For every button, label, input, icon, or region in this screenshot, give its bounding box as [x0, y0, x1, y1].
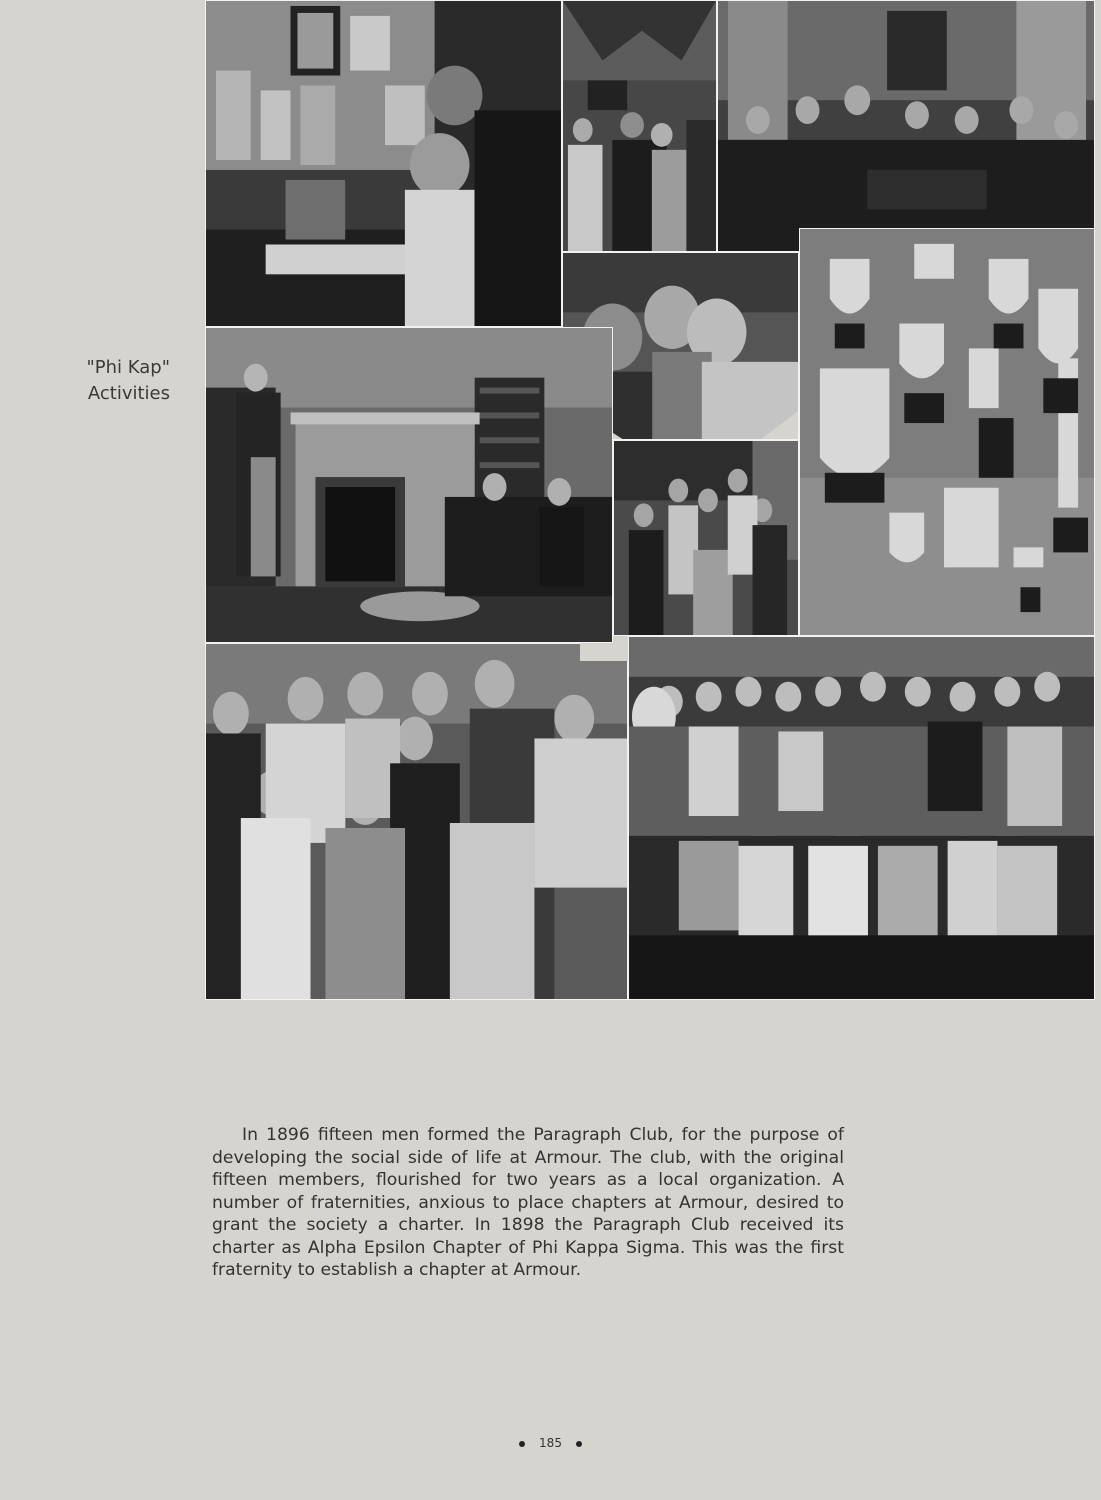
photo-meeting: [717, 0, 1095, 252]
photo-costume-party: [628, 636, 1095, 1000]
photo-group-outdoors: [613, 440, 799, 636]
collage-notch: [580, 643, 628, 661]
photo-study: [205, 0, 562, 327]
body-paragraph: In 1896 fifteen men formed the Paragraph Club, for the purpose of developing the social side of life at Armour. The club, with the original fifteen members, flourished for two years as a local organization. A number of fraternities, anxious to place chapters at Armour, desired to grant the society a charter. In 1898 the Paragraph Club received its charter as Alpha Epsilon Chapter of Phi Kappa Sigma. This was the first fraternity to establish a chapter at Armour.: [212, 1125, 844, 1280]
photo-collage: [205, 0, 1095, 1000]
bullet-icon: [576, 1441, 582, 1447]
photo-group-sweaters: [205, 643, 628, 1000]
caption-line-1: "Phi Kap": [86, 357, 170, 378]
page-footer: [0, 1436, 1101, 1450]
page-number: 185: [539, 1436, 562, 1450]
photo-trophies: [799, 228, 1095, 636]
section-caption: [70, 355, 170, 407]
photo-fireplace: [205, 327, 613, 643]
caption-line-2: Activities: [87, 383, 170, 404]
bullet-icon: [519, 1441, 525, 1447]
photo-dance: [562, 0, 717, 252]
